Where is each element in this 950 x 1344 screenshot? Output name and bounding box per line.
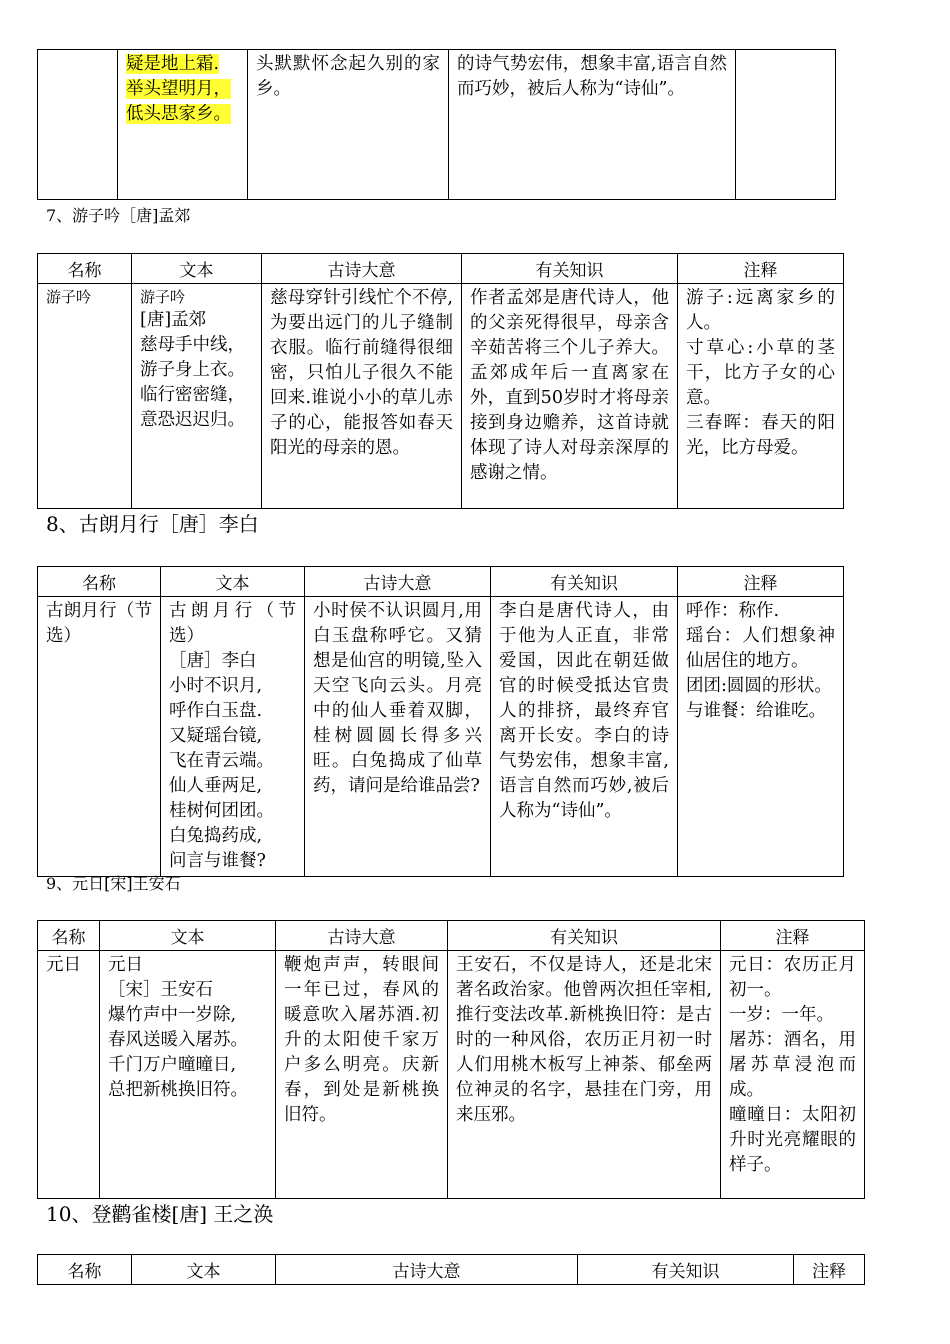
poem-line: 慈母手中线， — [140, 335, 245, 355]
header-notes: 注释 — [794, 1255, 865, 1285]
header-name: 名称 — [38, 1255, 132, 1285]
cell-meaning: 鞭炮声声，转眼间一年已过，春风的暖意吹入屠苏酒.初升的太阳使千家万户多么明亮。庆新春，到处是新桃换旧符。 — [276, 951, 448, 1199]
poem-title: 元日 — [108, 955, 143, 975]
poem-line: 春风送暖入屠苏。 — [108, 1030, 248, 1050]
cell-knowledge — [462, 284, 678, 509]
header-knowledge: 有关知识 — [448, 921, 721, 951]
header-meaning: 古诗大意 — [305, 567, 491, 597]
note-item: 屠苏：酒名，用屠苏草浸泡而成。 — [729, 1030, 856, 1100]
poem-line: 举头望明月， — [126, 79, 231, 99]
poem-line: 游子身上衣。 — [140, 360, 245, 380]
poem-table-9 — [37, 920, 865, 1199]
poem-line: 又疑瑶台镜, — [169, 726, 263, 746]
poem-author: ［宋］王安石 — [108, 980, 213, 1000]
header-meaning: 古诗大意 — [276, 921, 448, 951]
note-item: 呼作：称作. — [686, 601, 780, 621]
header-notes: 注释 — [678, 254, 844, 284]
cell-name: 元日 — [38, 951, 100, 1199]
knowledge-text: 作者孟郊是唐代诗人，他的父亲死得很早，母亲含辛茹苦将三个儿子养大。孟郊成年后一直离家在外，直到50岁时才将母亲接到身边赡养，这首诗就体现了诗人对母亲深厚的感谢之情。 — [470, 288, 669, 483]
header-knowledge: 有关知识 — [491, 567, 678, 597]
table-continuation — [37, 49, 836, 200]
cell-text — [161, 597, 305, 877]
poem-line: 爆竹声中一岁除, — [108, 1005, 237, 1025]
poem-author: ［唐］李白 — [169, 651, 257, 671]
cell-name — [38, 50, 118, 200]
header-name: 名称 — [38, 921, 100, 951]
header-text: 文本 — [161, 567, 305, 597]
poem-line: 桂树何团团。 — [169, 801, 274, 821]
poem-line: 飞在青云端。 — [169, 751, 274, 771]
section-heading: 7、游子吟［唐]孟郊 — [46, 206, 191, 225]
cell-meaning: 慈母穿针引线忙个不停,为要出远门的儿子缝制衣服。临行前缝得很细密，只怕儿子很久不能回来.谁说小小的草儿赤子的心，能报答如春天阳光的母亲的恩。 — [262, 284, 462, 509]
note-item: 游子:远离家乡的人。 — [686, 288, 835, 333]
cell-knowledge: 的诗气势宏伟，想象丰富,语言自然而巧妙，被后人称为“诗仙”。 — [449, 50, 736, 200]
cell-notes — [721, 951, 865, 1199]
header-knowledge: 有关知识 — [578, 1255, 794, 1285]
section-heading: 8、古朗月行［唐］李白 — [46, 512, 259, 536]
cell-notes — [678, 284, 844, 509]
header-name: 名称 — [38, 254, 132, 284]
poem-table-7 — [37, 253, 844, 509]
poem-line: 千门万户曈曈日, — [108, 1055, 237, 1075]
poem-title: 古朗月行（节选） — [169, 601, 296, 646]
poem-line: 白兔捣药成, — [169, 826, 263, 846]
poem-line: 总把新桃换旧符。 — [108, 1080, 248, 1100]
poem-line: 仙人垂两足, — [169, 776, 263, 796]
cell-text — [132, 284, 262, 509]
note-item: 团团:圆圆的形状。 — [686, 676, 832, 696]
poem-line: 疑是地上霜. — [126, 54, 220, 74]
cell-knowledge: 李白是唐代诗人，由于他为人正直，非常爱国，因此在朝廷做官的时候受抵达官贵人的排挤，最终弃官离开长安。李白的诗气势宏伟，想象丰富,语言自然而巧妙,被后人称为“诗仙”。 — [491, 597, 678, 877]
note-item: 与谁餐：给谁吃。 — [686, 701, 826, 721]
header-meaning: 古诗大意 — [262, 254, 462, 284]
poem-line: 低头思家乡。 — [126, 104, 231, 124]
cell-text — [118, 50, 248, 200]
header-text: 文本 — [132, 1255, 276, 1285]
poem-line: 呼作白玉盘. — [169, 701, 263, 721]
header-text: 文本 — [100, 921, 276, 951]
section-heading: 9、元日[宋]王安石 — [46, 874, 181, 893]
poem-line: 临行密密缝， — [140, 385, 245, 405]
cell-knowledge: 王安石，不仅是诗人，还是北宋著名政治家。他曾两次担任宰相,推行变法改革.新桃换旧符：是古时的一种风俗，农历正月初一时人们用桃木板写上神荼、郁垒两位神灵的名字，悬挂在门旁，用来压邪。 — [448, 951, 721, 1199]
poem-title: 游子吟 — [140, 288, 186, 306]
cell-name: 古朗月行（节选） — [38, 597, 161, 877]
header-text: 文本 — [132, 254, 262, 284]
poem-line: 问言与谁餐? — [169, 851, 266, 871]
cell-meaning: 小时侯不认识圆月,用白玉盘称呼它。又猜想是仙宫的明镜,坠入天空飞向云头。月亮中的仙人垂着双脚，桂树圆圆长得多兴旺。白兔捣成了仙草药，请问是给谁品尝? — [305, 597, 491, 877]
header-notes: 注释 — [721, 921, 865, 951]
cell-text — [100, 951, 276, 1199]
header-notes: 注释 — [678, 567, 844, 597]
note-item: 曈曈日：太阳初升时光亮耀眼的样子。 — [729, 1105, 856, 1175]
cell-notes — [678, 597, 844, 877]
poem-line: 意恐迟迟归。 — [140, 410, 245, 430]
cell-notes — [736, 50, 836, 200]
cell-name: 游子吟 — [38, 284, 132, 509]
header-name: 名称 — [38, 567, 161, 597]
header-knowledge: 有关知识 — [462, 254, 678, 284]
note-item: 寸草心:小草的茎干，比方子女的心意。 — [686, 338, 835, 408]
note-item: 瑶台：人们想象神仙居住的地方。 — [686, 626, 835, 671]
note-item: 元日：农历正月初一。 — [729, 955, 856, 1000]
poem-author: [唐]孟郊 — [140, 310, 207, 330]
cell-meaning: 头默默怀念起久别的家乡。 — [248, 50, 449, 200]
poem-table-8 — [37, 566, 844, 877]
note-item: 三春晖：春天的阳光，比方母爱。 — [686, 413, 835, 458]
section-heading: 10、登鹳雀楼[唐] 王之涣 — [46, 1202, 274, 1226]
note-item: 一岁：一年。 — [729, 1005, 834, 1025]
header-meaning: 古诗大意 — [276, 1255, 578, 1285]
poem-line: 小时不识月, — [169, 676, 263, 696]
poem-table-10 — [37, 1254, 865, 1285]
